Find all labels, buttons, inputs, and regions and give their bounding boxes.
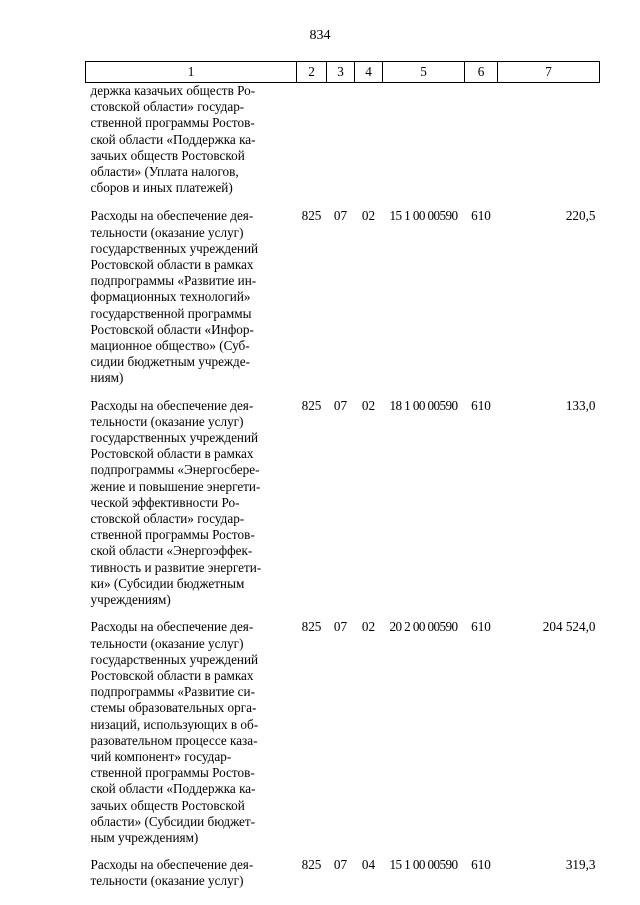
column-header-4: 4 [355,62,383,83]
row-vr: 610 [471,208,491,224]
row-ved: 825 [301,857,322,873]
row-ved: 825 [301,397,322,413]
row-pr: 02 [361,208,376,224]
row-description: держка казачьих обществ Ро- стовской области» государ- ственной программы Ростов- ской области «Поддержка ка- зачьих обществ Ростовской области» (Уплата налогов, сборов и иных платежей) [90,83,256,196]
row-pr: 04 [361,857,376,873]
column-header-7: 7 [498,62,600,83]
table-row [86,208,600,397]
table-row [86,398,600,620]
row-description: Расходы на обеспечение дея- тельности (оказание услуг) государственных учреждений Ростовской области в рамках подпрограммы «Развитие ин- формационных технологий» государственной программы Ростовской области «Инфор- мационное общество» (Суб- сидии бюджетным учрежде- ниям) [90,208,259,386]
row-csr: 18 1 00 00590 [389,397,458,413]
column-header-2: 2 [297,62,327,83]
row-description: Расходы на обеспечение дея- тельности (оказание услуг) государственных учреждений Ростовской области в рамках подпрограммы «Развитие си- стемы образовательных орга- низаций, использующих в об- разовательном процессе каза- чий компонент» государ- ственной программы Ростов- ской области «Поддержка ка- зачьих обществ Ростовской области» (Субсидии бюджет- ным учреждениям) [90,619,259,845]
row-description: Расходы на обеспечение дея- тельности (оказание услуг) государственных учреждений Ростовской области в рамках подпрограммы «Энергосбере- жение и повышение энергети- ческой эффективности Ро- стовской области» государ- ственной программы Ростов- ской области «Энергоэффек- тивность и развитие энергети- ки» (Субсидии бюджетным учреждениям) [90,397,262,608]
row-amount: 133,0 [565,397,596,413]
row-amount: 220,5 [565,208,596,224]
row-amount: 319,3 [565,857,596,873]
row-vr: 610 [471,397,491,413]
table-header-row [86,62,600,83]
row-ved: 825 [301,208,322,224]
column-header-1: 1 [86,62,297,83]
column-header-3: 3 [327,62,355,83]
row-csr: 15 1 00 00590 [389,208,458,224]
row-csr [383,83,465,209]
row-rz [327,83,355,209]
row-vr: 610 [471,857,491,873]
row-csr: 15 1 00 00590 [389,857,458,873]
row-vr [465,83,498,209]
row-amount [498,83,600,209]
table-row [86,857,600,900]
row-ved: 825 [301,619,322,635]
row-ved [297,83,327,209]
row-vr: 610 [471,619,491,635]
page-number: 834 [309,28,331,43]
row-pr: 02 [361,619,376,635]
row-pr: 02 [361,397,376,413]
table-row [86,619,600,857]
row-rz: 07 [333,619,348,635]
row-csr: 20 2 00 00590 [389,619,458,635]
table-row [86,83,600,209]
column-header-6: 6 [465,62,498,83]
budget-table [85,61,600,901]
row-description: Расходы на обеспечение дея- тельности (оказание услуг) [90,857,254,889]
row-rz: 07 [333,397,348,413]
row-rz: 07 [333,857,348,873]
column-header-5: 5 [383,62,465,83]
row-amount: 204 524,0 [542,619,596,635]
row-pr [355,83,383,209]
row-rz: 07 [333,208,348,224]
